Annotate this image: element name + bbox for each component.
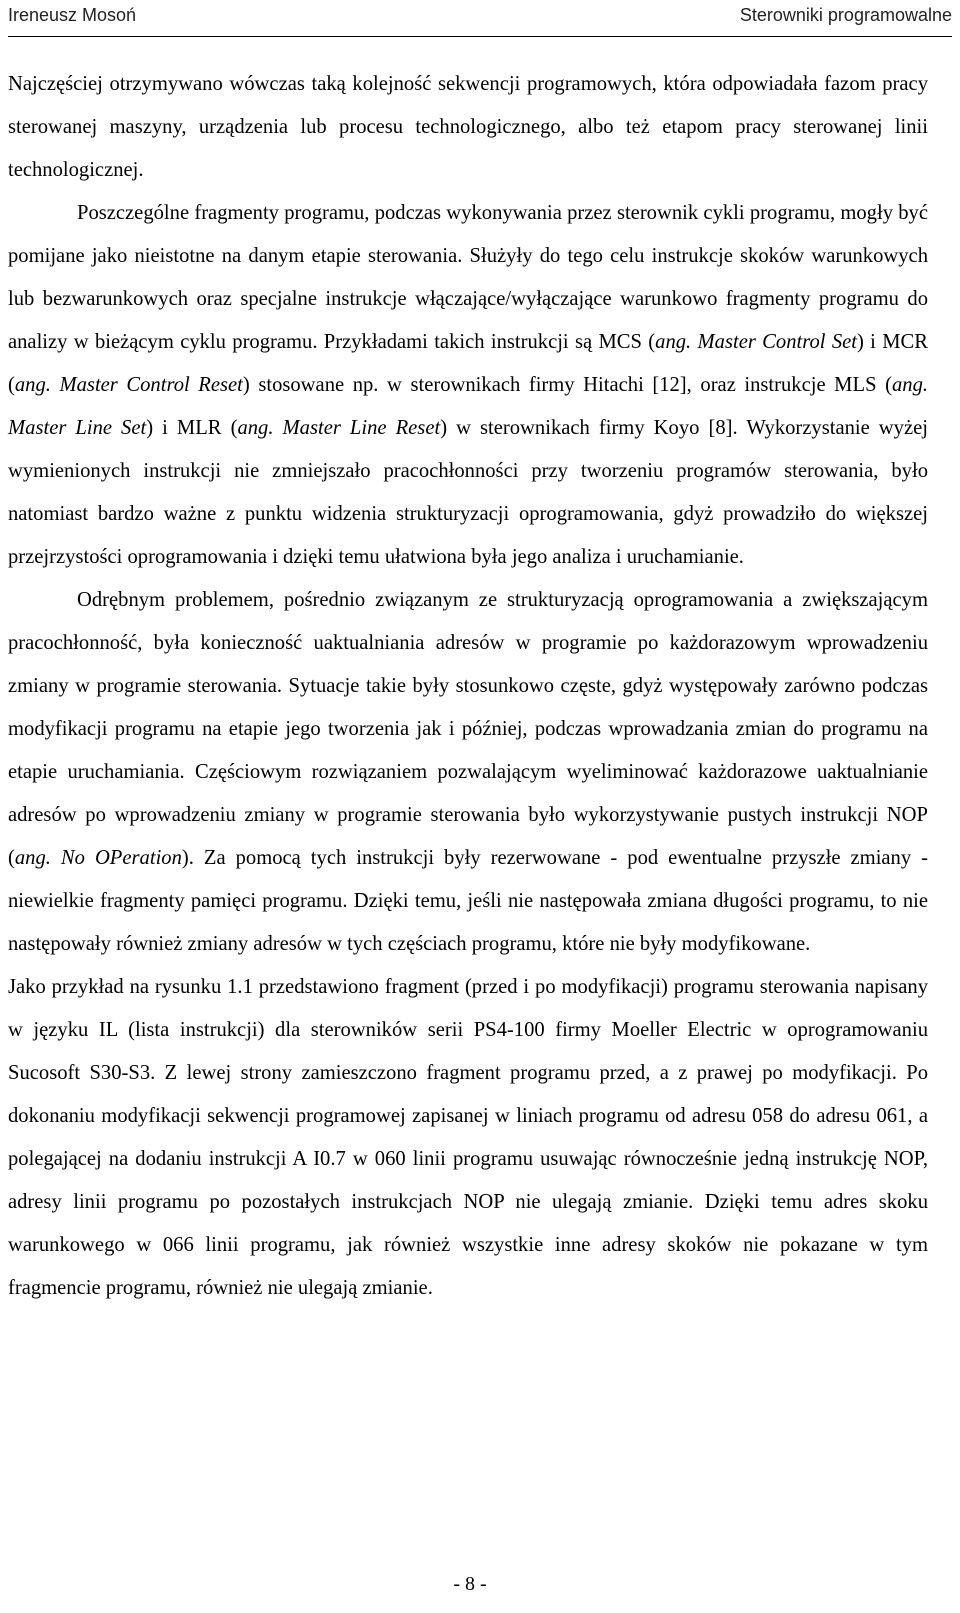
italic-term: .	[45, 847, 61, 869]
italic-term: ang	[655, 331, 687, 353]
document-body	[8, 63, 928, 1310]
paragraph-1: Najczęściej otrzymywano wówczas taką kolejność sekwencji programowych, która odpowiadała fazom pracy sterowanej maszyny, urządzenia lub procesu technologicznego, albo też etapom pracy sterowanej linii technologicznej.	[8, 73, 928, 181]
text-span: ) i MLR (	[146, 417, 238, 439]
paragraph-4: Jako przykład na rysunku 1.1 przedstawiono fragment (przed i po modyfikacji) programu sterowania napisany w języku IL (lista instrukcji) dla sterowników serii PS4-100 firmy Moeller Electric w oprogramowaniu Sucosoft S30-S3. Z lewej strony zamieszczono fragment programu przed, a z prawej po modyfikacji. Po dokonaniu modyfikacji sekwencji programowej zapisanej w liniach programu od adresu 058 do adresu 061, a polegającej na dodaniu instrukcji A I0.7 w 060 linii programu usuwając równocześnie jedną instrukcję NOP, adresy linii programu po pozostałych instrukcjach NOP nie ulegają zmianie. Dzięki temu adres skoku warunkowego w 066 linii programu, jak również wszystkie inne adresy skoków nie pokazane w tym fragmencie programu, również nie ulegają zmianie.	[8, 976, 928, 1299]
italic-term: ang	[14, 847, 46, 869]
text-span: Odrębnym problemem, pośrednio związanym ze strukturyzacją oprogramowania a zwiększającym pracochłonność, była konieczność uaktualniania adresów w programie po każdorazowym wprowadzeniu zmiany w programie sterowania. Sytuacje takie były stosunkowo częste, gdyż występowały zarówno podczas modyfikacji programu na etapie jego tworzenia jak i później, podczas wprowadzania zmian do programu na etapie uruchamiania. Częściowym rozwiązaniem pozwalającym wyeliminować każdorazowe uaktualnianie adresów po wprowadzeniu zmiany w programie sterowania było wykorzystywanie pustych instrukcji NOP (	[8, 589, 928, 869]
text-span: ) stosowane np. w sterownikach firmy Hitachi [12], oraz instrukcje MLS (	[242, 374, 892, 396]
italic-term: .	[922, 374, 929, 396]
text-span: ) i MCR (	[8, 331, 928, 396]
italic-term: Master Line Reset	[282, 417, 441, 439]
italic-term: .	[686, 331, 698, 353]
header-title: Sterowniki programowalne	[739, 5, 952, 25]
italic-term: .	[45, 374, 60, 396]
italic-term: ang	[14, 374, 46, 396]
text-span: ) w sterownikach firmy Koyo [8]. Wykorzystanie wyżej wymienionych instrukcji nie zmniejszało pracochłonności przy tworzeniu programów sterowania, było natomiast bardzo ważne z punktu widzenia strukturyzacji oprogramowania, gdyż prowadziło do większej przejrzystości oprogramowania i dzięki temu ułatwiona była jego analiza i uruchamianie.	[8, 417, 928, 568]
text-span: ). Za pomocą tych instrukcji były rezerwowane - pod ewentualne przyszłe zmiany - niewielkie fragmenty pamięci programu. Dzięki temu, jeśli nie następowała zmiana długości programu, to nie następowały również zmiany adresów w tych częściach programu, które nie były modyfikowane.	[8, 847, 929, 955]
page-header	[8, 0, 952, 37]
header-author: Ireneusz Mosoń	[8, 5, 137, 25]
italic-term: ang	[891, 374, 923, 396]
italic-term: No OPeration	[60, 847, 182, 869]
italic-term: Master Control Reset	[59, 374, 243, 396]
italic-term: Master Control Set	[697, 331, 857, 353]
italic-term: Master Line Set	[8, 417, 147, 439]
text-span: Poszczególne fragmenty programu, podczas wykonywania przez sterownik cykli programu, mogły być pomijane jako nieistotne na danym etapie sterowania. Służyły do tego celu instrukcje skoków warunkowych lub bezwarunkowych oraz specjalne instrukcje włączające/wyłączające warunkowo fragmenty programu do analizy w bieżącym cyklu programu. Przykładami takich instrukcji są MCS (	[8, 202, 928, 353]
page-number: - 8 -	[453, 1573, 487, 1595]
paragraph-2	[8, 192, 928, 579]
paragraph-3	[8, 579, 928, 966]
italic-term: ang	[237, 417, 269, 439]
italic-term: .	[268, 417, 283, 439]
